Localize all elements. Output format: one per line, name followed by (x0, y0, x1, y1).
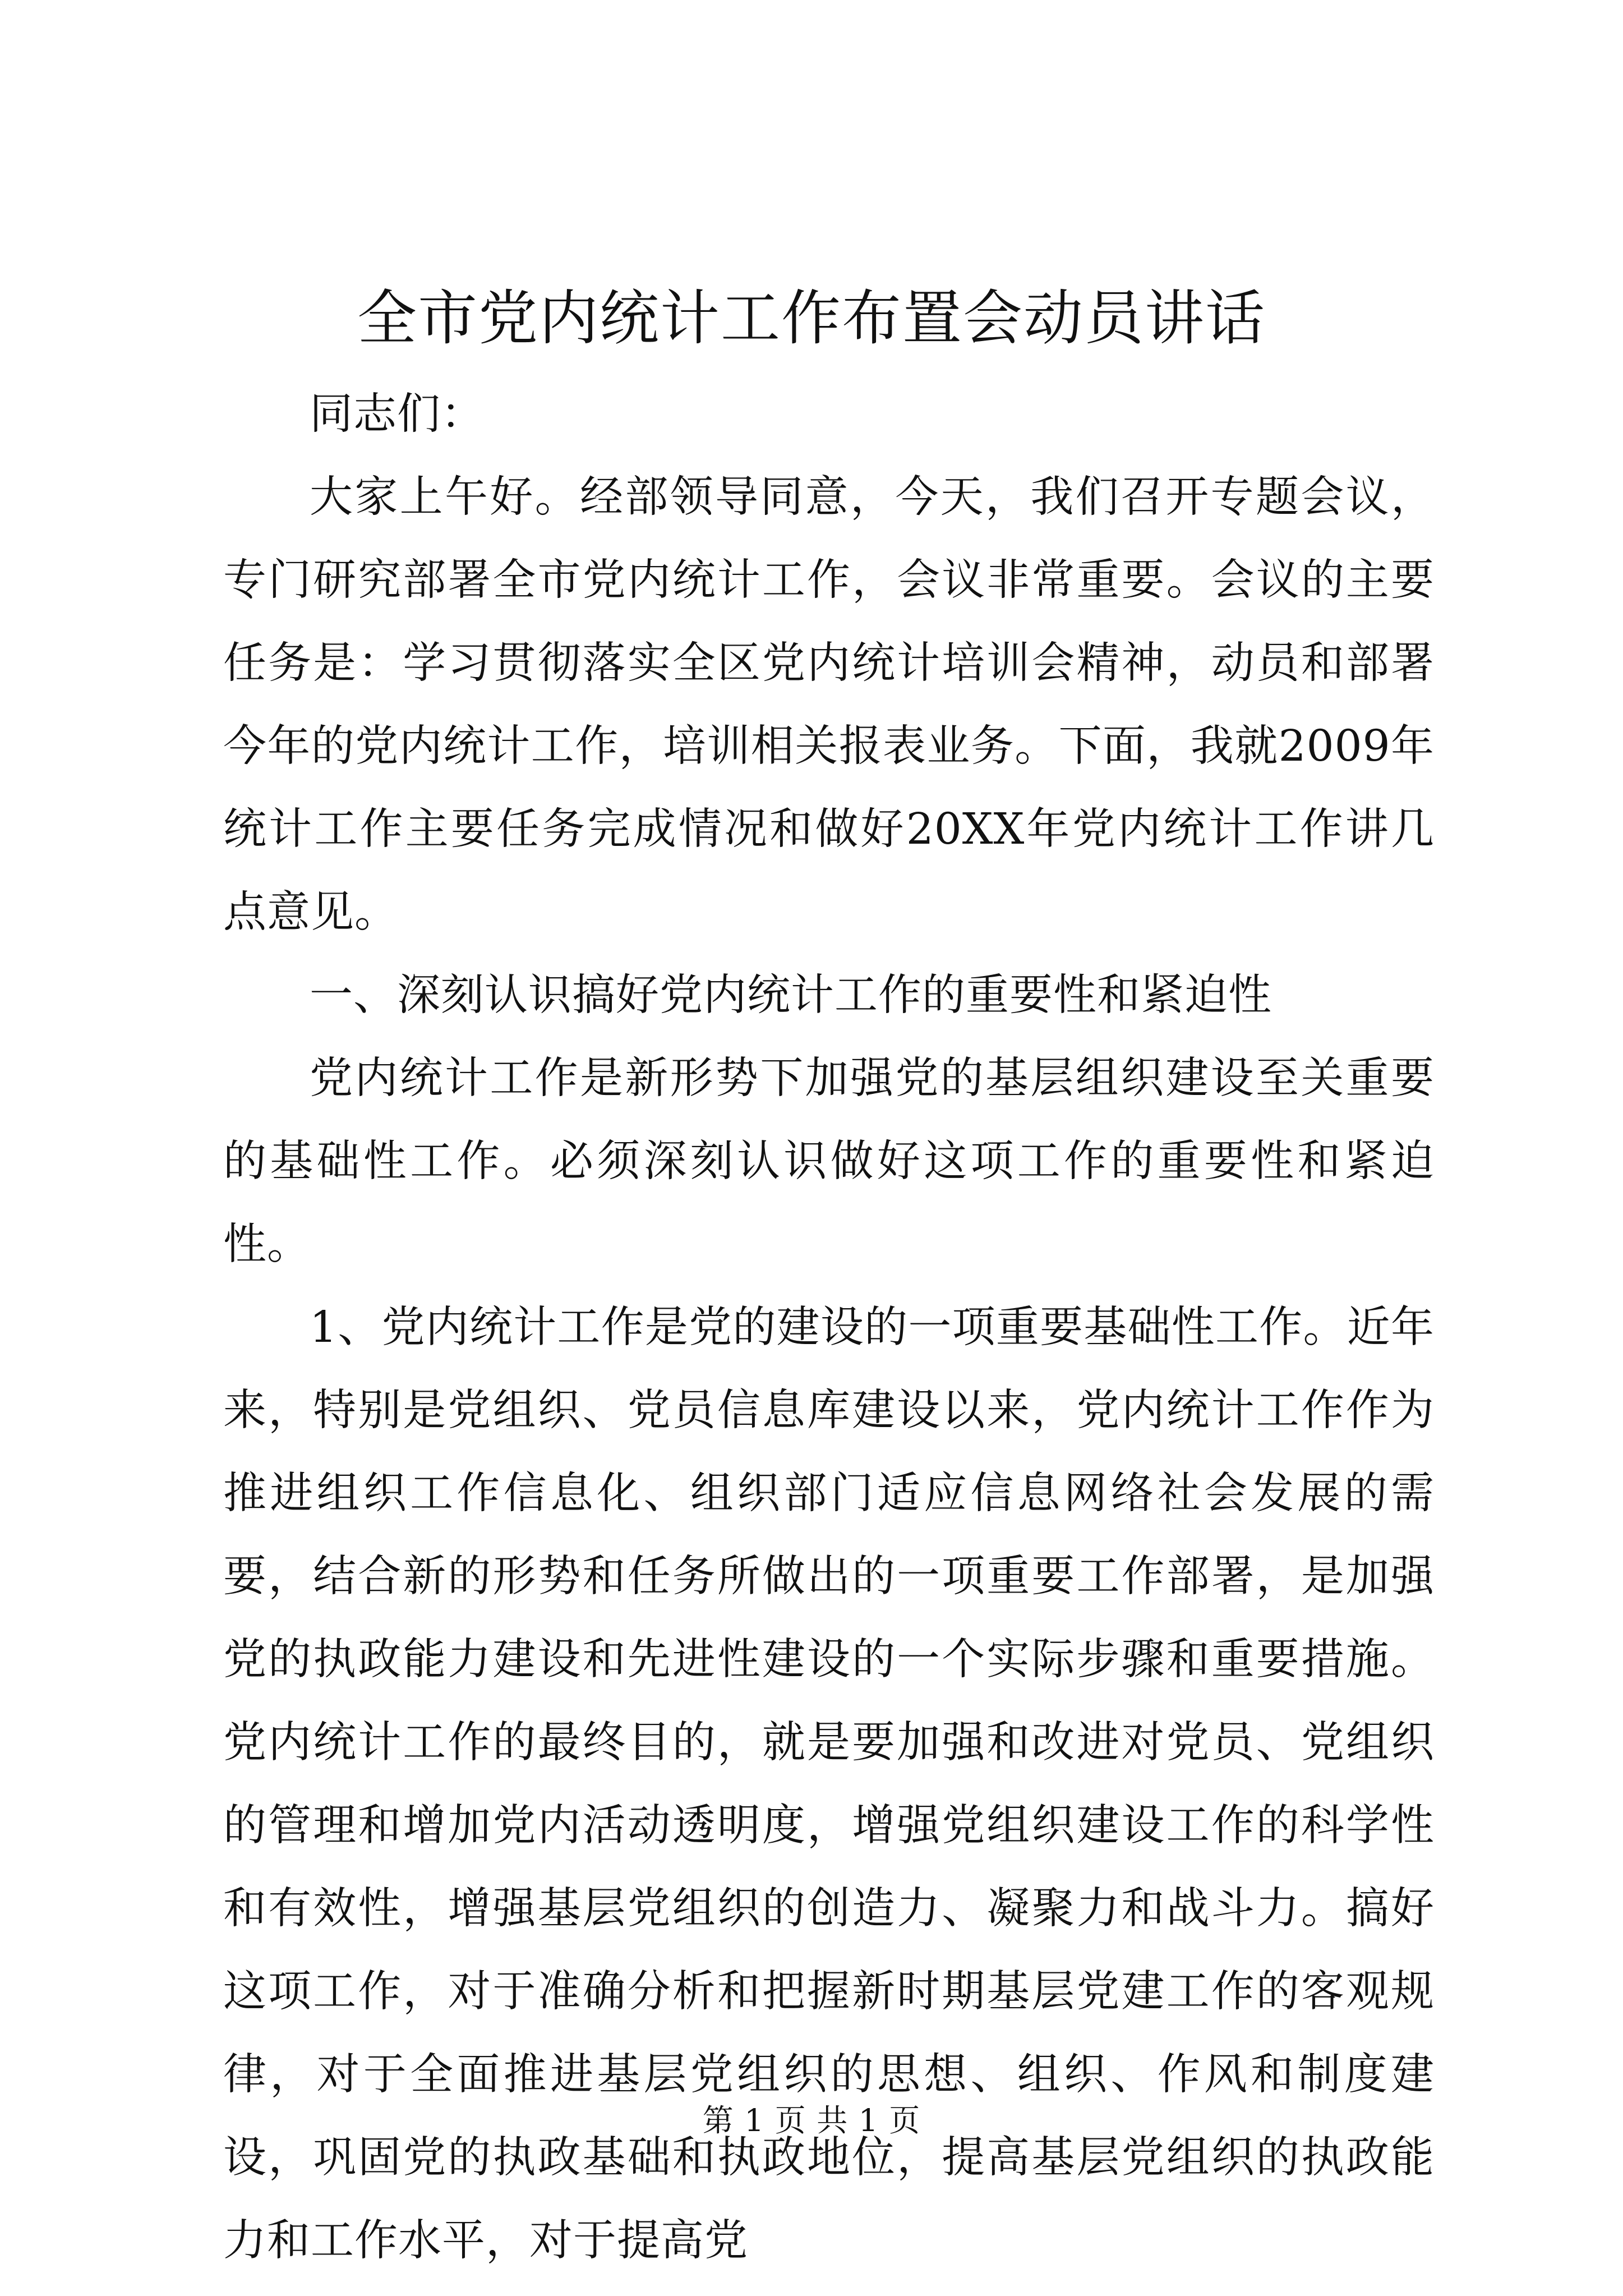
opening-paragraph: 大家上午好。经部领导同意，今天，我们召开专题会议，专门研究部署全市党内统计工作，会议非常重要。会议的主要任务是：学习贯彻落实全区党内统计培训会精神，动员和部署今年的党内统计工作，培训相关报表业务。下面，我就2009年统计工作主要任务完成情况和做好20XX年党内统计工作讲几点意见。 (223, 472, 1435, 937)
page-footer: 第 1 页 共 1 页 (702, 2102, 921, 2138)
document-body (223, 373, 1435, 2283)
salutation-paragraph: 同志们： (310, 389, 485, 439)
section-intro-paragraph: 党内统计工作是新形势下加强党的基层组织建设至关重要的基础性工作。必须深刻认识做好这项工作的重要性和紧迫性。 (223, 1053, 1435, 1269)
document-title: 全市党内统计工作布置会动员讲话 (357, 284, 1266, 353)
section-heading: 一、深刻认识搞好党内统计工作的重要性和紧迫性 (310, 970, 1272, 1020)
point-one-paragraph: 1、党内统计工作是党的建设的一项重要基础性工作。近年来，特别是党组织、党员信息库建设以来，党内统计工作作为推进组织工作信息化、组织部门适应信息网络社会发展的需要，结合新的形势和任务所做出的一项重要工作部署，是加强党的执政能力建设和先进性建设的一个实际步骤和重要措施。党内统计工作的最终目的，就是要加强和改进对党员、党组织的管理和增加党内活动透明度，增强党组织建设工作的科学性和有效性，增强基层党组织的创造力、凝聚力和战斗力。搞好这项工作，对于准确分析和把握新时期基层党建工作的客观规律，对于全面推进基层党组织的思想、组织、作风和制度建设，巩固党的执政基础和执政地位，提高基层党组织的执政能力和工作水平，对于提高党 (223, 1303, 1435, 2266)
